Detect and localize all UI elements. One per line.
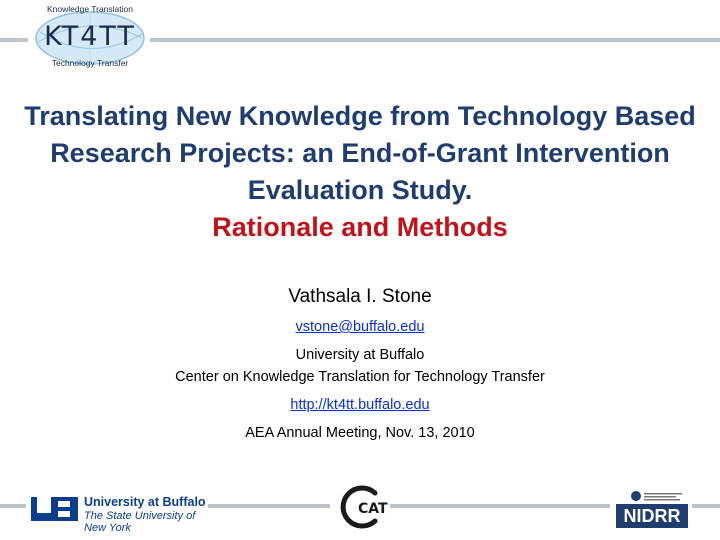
slide-subtitle: Rationale and Methods [212,212,508,242]
cat-logo-text: CAT [358,501,388,517]
event-info: AEA Annual Meeting, Nov. 13, 2010 [245,425,475,441]
ub-logo [30,493,206,534]
kt4tt-letters: KT4TT [44,21,136,52]
kt4tt-bottom-text: Technology Transfer [51,58,129,68]
footer-rule-1 [0,504,26,508]
ub-subtitle: The State University of New York [84,510,196,534]
slide-title: Translating New Knowledge from Technology Based Research Projects: an End-of-Grant Intervention Evaluation Study. [24,101,696,205]
author-name: Vathsala I. Stone [288,286,432,307]
ub-name: University at Buffalo [84,495,206,509]
header-rule-left [0,38,28,42]
footer-rule-2 [208,504,330,508]
nidrr-logo-graphic [616,490,688,528]
author-block [20,282,700,444]
cat-logo [337,484,388,530]
title-block [20,98,700,246]
cat-logo-graphic [337,484,388,530]
header-rule-right [150,38,720,42]
author-institution: University at Buffalo [295,347,425,363]
footer-rule-3 [390,504,610,508]
website-link[interactable]: http://kt4tt.buffalo.edu [290,397,430,413]
ub-monogram-icon [30,494,80,524]
nidrr-logo-text: NIDRR [623,506,681,526]
author-center: Center on Knowledge Translation for Technology Transfer [175,369,545,385]
kt4tt-top-text: Knowledge Translation [46,4,133,14]
nidrr-logo [616,490,688,528]
kt4tt-logo [30,2,150,74]
author-email-link[interactable]: vstone@buffalo.edu [295,319,425,335]
footer-rule-4 [692,504,720,508]
